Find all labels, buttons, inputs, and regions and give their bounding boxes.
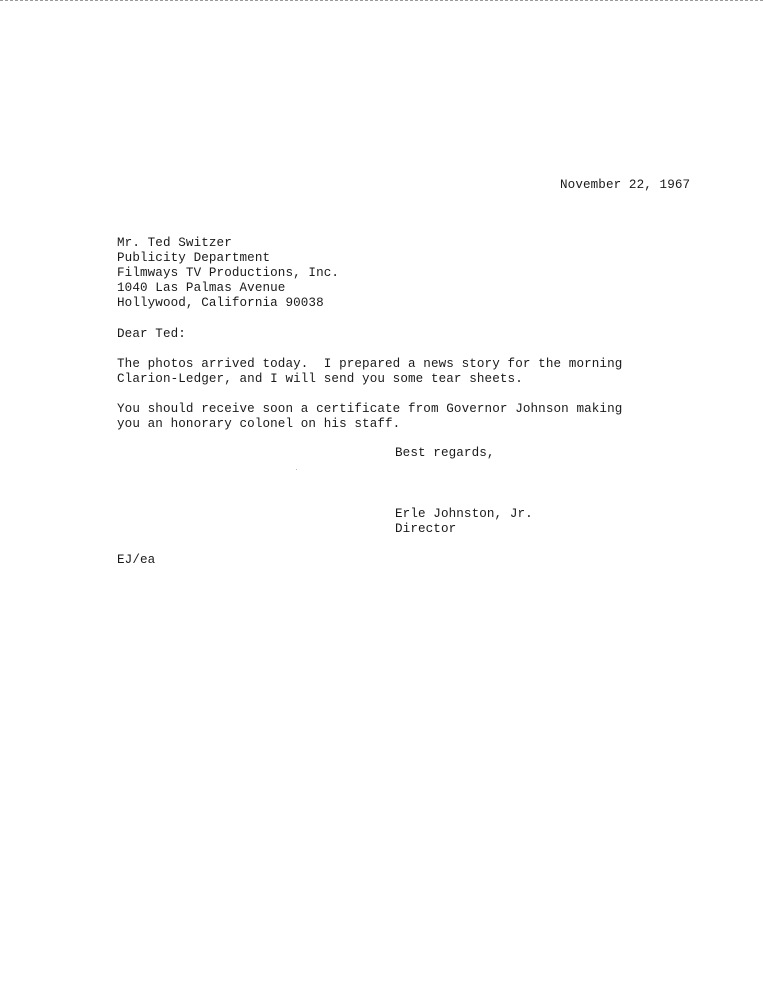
signer-name: Erle Johnston, Jr. xyxy=(395,507,533,521)
reference-initials: EJ/ea xyxy=(117,553,156,567)
recipient-street: 1040 Las Palmas Avenue xyxy=(117,281,286,295)
recipient-company: Filmways TV Productions, Inc. xyxy=(117,266,340,280)
closing: Best regards, xyxy=(395,446,495,460)
recipient-department: Publicity Department xyxy=(117,251,271,265)
paragraph-1-line-2: Clarion-Ledger, and I will send you some tear sheets. xyxy=(117,372,523,386)
paragraph-2-line-2: you an honorary colonel on his staff. xyxy=(117,417,401,431)
recipient-name: Mr. Ted Switzer xyxy=(117,236,232,250)
recipient-city: Hollywood, California 90038 xyxy=(117,296,324,310)
paragraph-2-line-1: You should receive soon a certificate from Governor Johnson making xyxy=(117,402,623,416)
letter-date: November 22, 1967 xyxy=(560,178,691,192)
salutation: Dear Ted: xyxy=(117,327,186,341)
paragraph-1-line-1: The photos arrived today. I prepared a news story for the morning xyxy=(117,357,623,371)
signer-title: Director xyxy=(395,522,457,536)
paper-speck xyxy=(296,469,297,470)
